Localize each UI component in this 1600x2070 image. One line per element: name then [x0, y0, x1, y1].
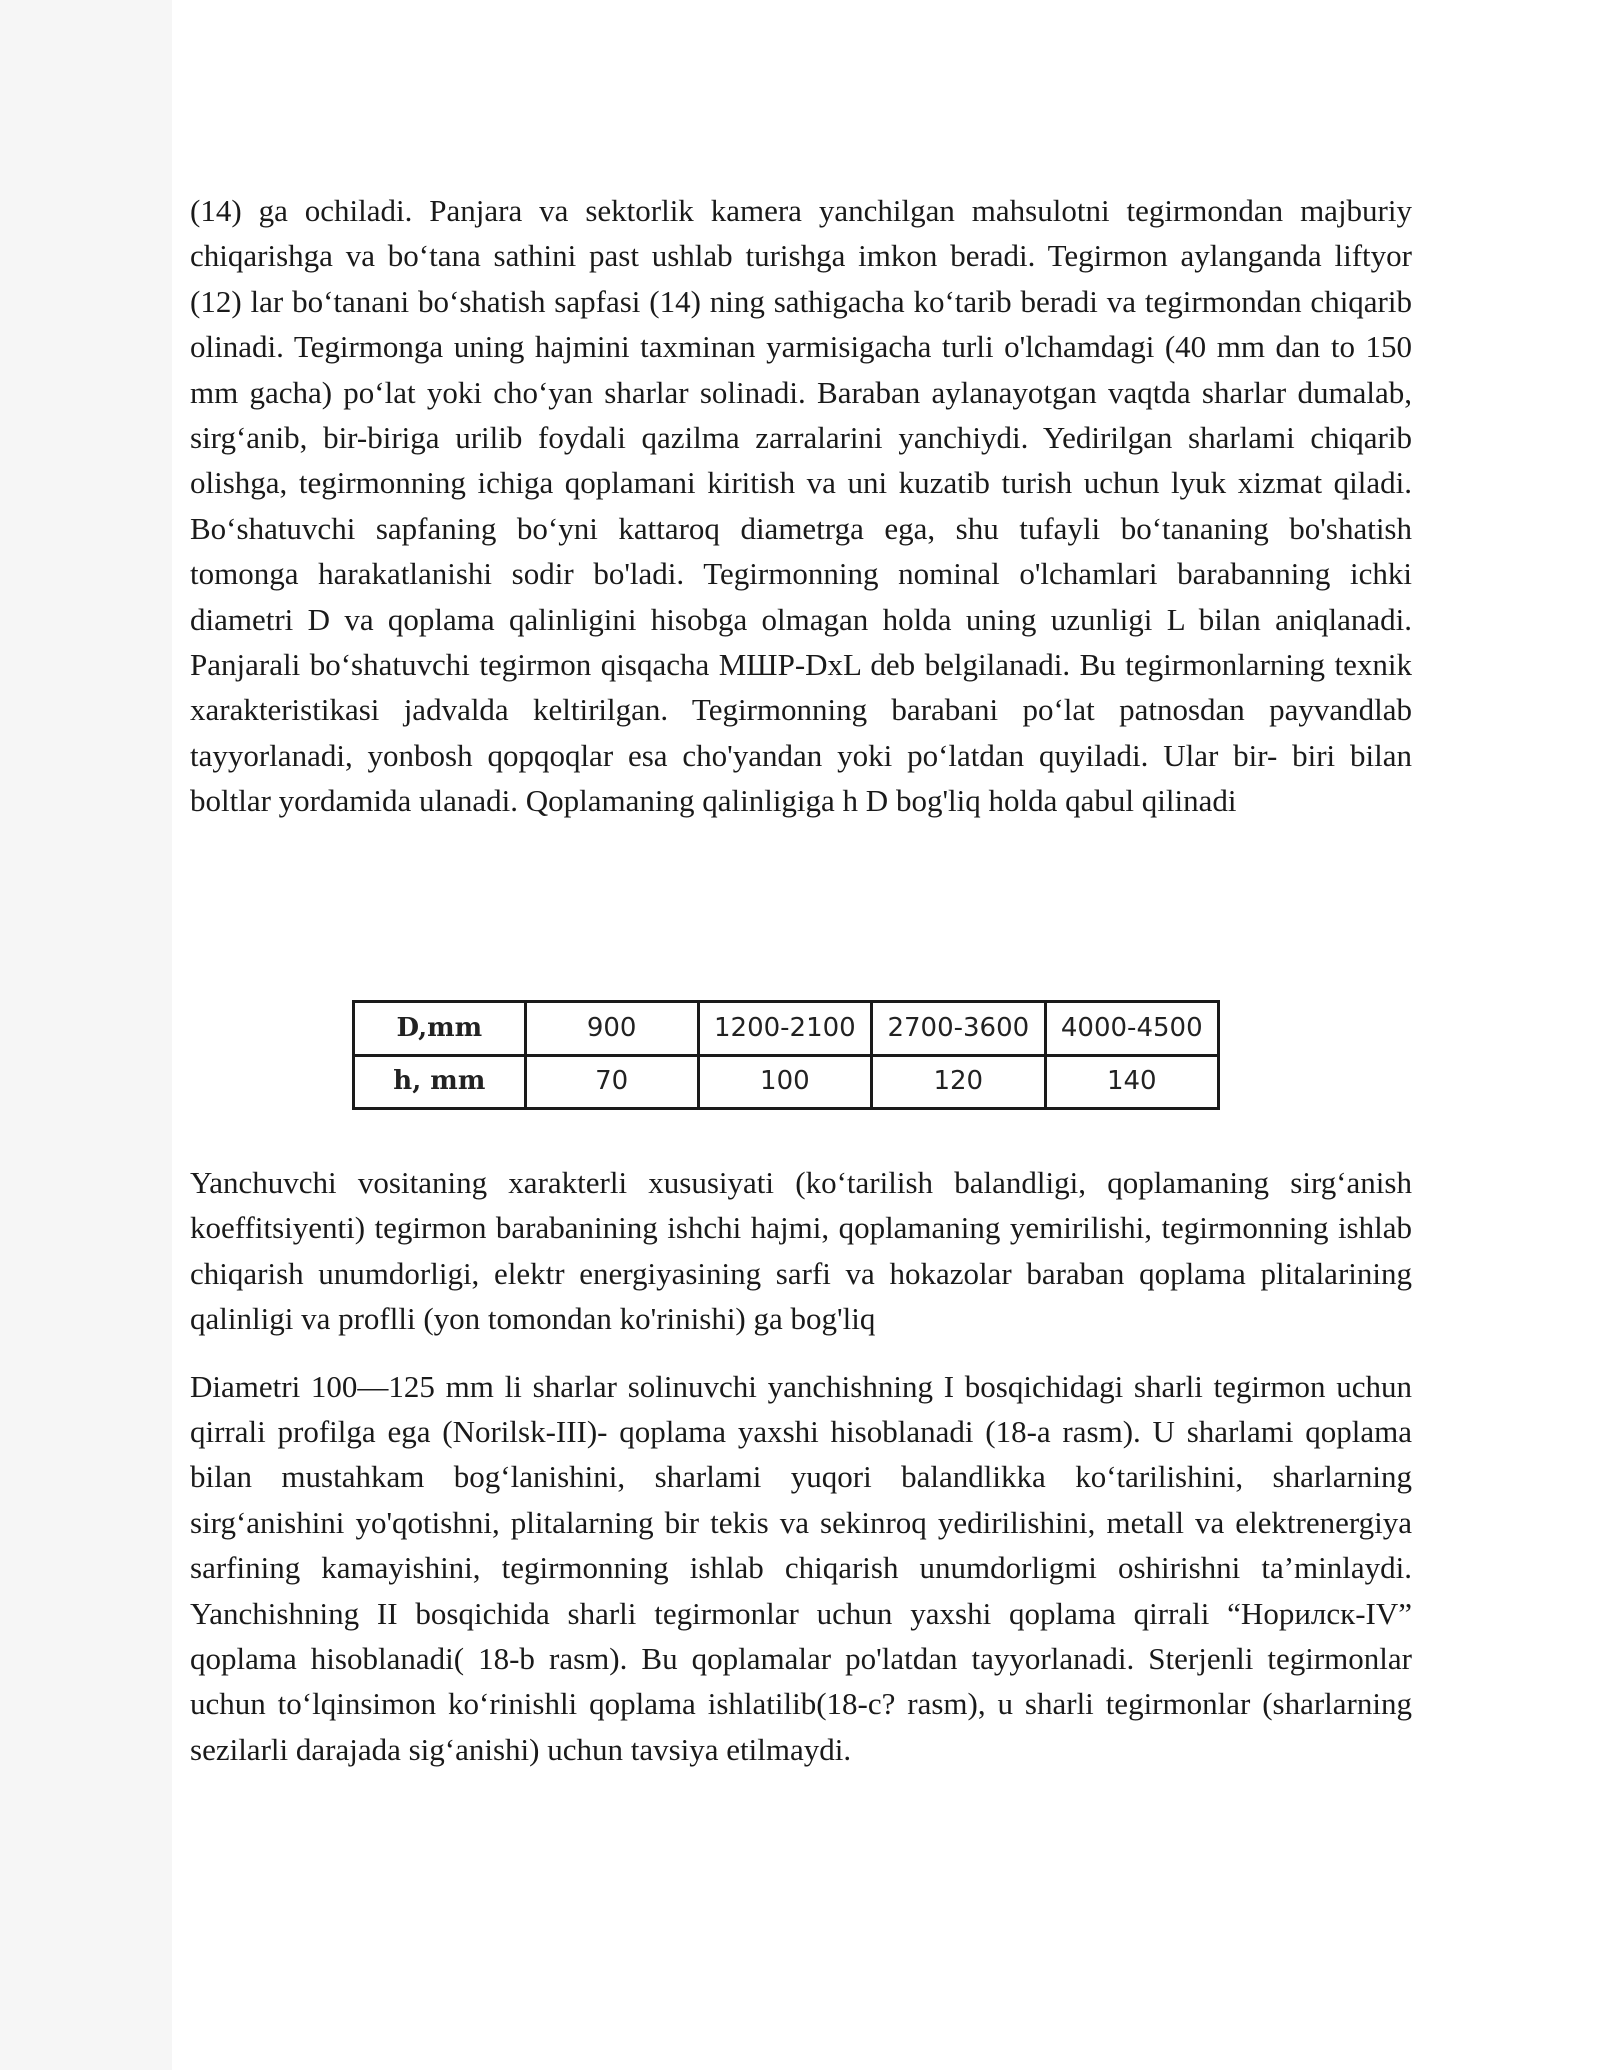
paragraph-2: Yanchuvchi vositaning xarakterli xususiyati (ko‘tarilish balandligi, qoplamaning sirg‘anish koeffitsiyenti) tegirmon barabanining ishchi hajmi, qoplamaning yemirilishi, tegirmonning ishlab chiqarish unumdorligi, elektr energiyasining sarfi va hokazolar baraban qoplama plitalarining qalinligi va proflli (yon tomondan ko'rinishi) ga bog'liq — [190, 1165, 1412, 1337]
table-row-diameter — [354, 1002, 1219, 1056]
page-margin-shade — [0, 0, 172, 2070]
table-header-cell: D,mm — [354, 1002, 526, 1056]
table-cell: 140 — [1045, 1055, 1218, 1109]
thickness-table-wrap — [352, 1000, 1220, 1110]
table-cell: 4000-4500 — [1045, 1002, 1218, 1056]
table-cell: 900 — [525, 1002, 698, 1056]
paragraph-3: Diametri 100—125 mm li sharlar solinuvchi yanchishning I bosqichidagi sharli tegirmon uchun qirrali profilga ega (Norilsk-III)- qoplama yaxshi hisoblanadi (18-a rasm). U sharlami qoplama bilan mustahkam bog‘lanishini, sharlami yuqori balandlikka ko‘tarilishini, sharlarning sirg‘anishini yo'qotishni, plitalarning bir tekis va sekinroq yedirilishini, metall va elektrenergiya sarfining kamayishini, tegirmonning ishlab chiqarish unumdorligmi oshirishni ta’minlaydi. Yanchishning II bosqichida sharli tegirmonlar uchun yaxshi qoplama qirrali “Норилск-IV” qoplama hisoblanadi( 18-b rasm). Bu qoplamalar po'latdan tayyorlanadi. Sterjenli tegirmonlar uchun to‘lqinsimon ko‘rinishli qoplama ishlatilib(18-c? rasm), u sharli tegirmonlar (sharlarning sezilarli darajada sig‘anishi) uchun tavsiya etilmaydi. — [190, 1368, 1412, 1767]
table-header-cell: h, mm — [354, 1055, 526, 1109]
table-cell: 100 — [698, 1055, 871, 1109]
table-cell: 70 — [525, 1055, 698, 1109]
table-cell: 2700-3600 — [872, 1002, 1045, 1056]
document-body — [190, 188, 1412, 1772]
table-cell: 1200-2100 — [698, 1002, 871, 1056]
table-row-thickness — [354, 1055, 1219, 1109]
paragraph-1: (14) ga ochiladi. Panjara va sektorlik kamera yanchilgan mahsulotni tegirmondan majburiy chiqarishga va bo‘tana sathini past ushlab turishga imkon beradi. Tegirmon aylanganda liftyor (12) lar bo‘tanani bo‘shatish sapfasi (14) ning sathigacha ko‘tarib beradi va tegirmondan chiqarib olinadi. Tegirmonga uning hajmini taxminan yarmisigacha turli o'lchamdagi (40 mm dan to 150 mm gacha) po‘lat yoki cho‘yan sharlar solinadi. Baraban aylanayotgan vaqtda sharlar dumalab, sirg‘anib, bir-biriga urilib foydali qazilma zarralarini yanchiydi. Yedirilgan sharlami chiqarib olishga, tegirmonning ichiga qoplamani kiritish va uni kuzatib turish uchun lyuk xizmat qiladi. Bo‘shatuvchi sapfaning bo‘yni kattaroq diametrga ega, shu tufayli bo‘tananing bo'shatish tomonga harakatlanishi sodir bo'ladi. Tegirmonning nominal o'lchamlari barabanning ichki diametri D va qoplama qalinligini hisobga olmagan holda uning uzunligi L bilan aniqlanadi. Panjarali bo‘shatuvchi tegirmon qisqacha МШР-DxL deb belgilanadi. Bu tegirmonlarning texnik xarakteristikasi jadvalda keltirilgan. Tegirmonning barabani po‘lat patnosdan payvandlab tayyorlanadi, yonbosh qopqoqlar esa cho'yandan yoki po‘latdan quyiladi. Ular bir- biri bilan boltlar yordamida ulanadi. Qoplamaning qalinligiga h D bog'liq holda qabul qilinadi — [190, 193, 1412, 819]
thickness-table — [352, 1000, 1220, 1110]
table-cell: 120 — [872, 1055, 1045, 1109]
